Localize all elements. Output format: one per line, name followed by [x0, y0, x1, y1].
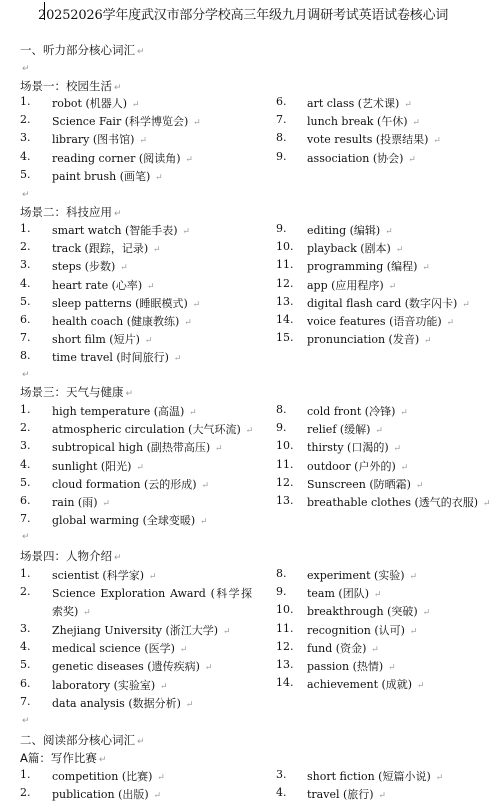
vocab-number: 4.: [20, 640, 31, 653]
paragraph-mark-icon: ↵: [385, 663, 396, 673]
part-heading: [20, 750, 106, 766]
document-title: [38, 4, 498, 23]
paragraph-mark-icon: ↵: [22, 716, 30, 726]
scene-heading: [20, 204, 122, 220]
vocab-term: heart rate (心率) ↵: [52, 279, 155, 292]
vocab-number: 5.: [20, 658, 31, 671]
paragraph-mark-icon: ↵: [412, 481, 424, 491]
section-heading-reading: [20, 732, 145, 748]
part-heading-text: A篇：写作比赛: [20, 751, 97, 765]
vocab-item: [0, 258, 500, 276]
vocab-number: 8.: [276, 131, 287, 144]
paragraph-mark-icon: ↵: [179, 227, 190, 237]
paragraph-mark-icon: ↵: [242, 426, 254, 436]
paragraph-mark-icon: ↵: [414, 681, 425, 691]
vocab-term: recognition (认可) ↵: [307, 624, 418, 637]
vocab-number: 13.: [276, 295, 294, 308]
vocab-number: 5.: [20, 295, 31, 308]
paragraph-mark-icon: ↵: [371, 590, 382, 600]
vocab-number: 9.: [276, 222, 287, 235]
vocab-number: 5.: [20, 476, 31, 489]
vocab-term: app (应用程序) ↵: [307, 279, 397, 292]
paragraph-mark-icon: ↵: [152, 173, 163, 183]
vocab-number: 4.: [276, 786, 287, 799]
vocab-number: 4.: [20, 150, 31, 163]
paragraph-mark-icon: ↵: [392, 245, 404, 255]
paragraph-mark-icon: ↵: [368, 645, 379, 655]
vocab-item: [0, 512, 500, 530]
paragraph-mark-icon: ↵: [150, 245, 161, 255]
paragraph-mark-icon: ↵: [114, 83, 122, 93]
vocab-term: passion (热情) ↵: [307, 660, 396, 673]
vocab-number: 11.: [276, 258, 294, 271]
vocab-term: rain (雨) ↵: [52, 496, 110, 509]
vocab-item: [0, 603, 500, 621]
vocab-term: digital flash card (数字闪卡) ↵: [307, 297, 470, 310]
vocab-number: 8.: [276, 403, 287, 416]
vocab-item: [0, 95, 500, 113]
paragraph-mark-icon: ↵: [220, 627, 231, 637]
vocab-item: [0, 168, 500, 186]
vocab-term: thirsty (口渴的) ↵: [307, 441, 402, 454]
paragraph-mark-icon: ↵: [201, 663, 213, 673]
vocab-term: reading corner (阅读角) ↵: [52, 152, 193, 165]
vocab-item: [0, 676, 500, 694]
paragraph-mark-icon: ↵: [406, 572, 417, 582]
paragraph-mark-icon: ↵: [480, 499, 491, 509]
vocab-number: 14.: [276, 313, 294, 326]
paragraph-mark-icon: ↵: [182, 700, 194, 710]
vocab-term: data analysis (数据分析) ↵: [52, 697, 194, 710]
paragraph-mark-icon: ↵: [80, 608, 91, 618]
paragraph-mark-icon: ↵: [186, 408, 197, 418]
vocab-term: subtropical high (副热带高压) ↵: [52, 441, 223, 454]
paragraph-mark-icon: ↵: [129, 100, 140, 110]
vocab-term: Science Fair (科学博览会) ↵: [52, 115, 201, 128]
vocab-number: 3.: [20, 622, 31, 635]
paragraph-mark-icon: ↵: [150, 791, 162, 801]
paragraph-mark-icon: ↵: [443, 318, 455, 328]
vocab-item: [0, 786, 500, 804]
vocab-term: association (协会) ↵: [307, 152, 416, 165]
vocab-term: voice features (语音功能) ↵: [307, 315, 455, 328]
vocab-term: robot (机器人) ↵: [52, 97, 140, 110]
vocab-term: publication (出版) ↵: [52, 788, 162, 801]
vocab-number: 2.: [20, 585, 31, 598]
paragraph-mark-icon: ↵: [22, 370, 30, 380]
paragraph-mark-icon: ↵: [198, 481, 209, 491]
vocab-term: Zhejiang University (浙江大学) ↵: [52, 624, 231, 637]
vocab-term: smart watch (智能手表) ↵: [52, 224, 190, 237]
paragraph-mark-icon: ↵: [382, 227, 393, 237]
vocab-term: global warming (全球变暖) ↵: [52, 514, 208, 527]
vocab-number: 6.: [20, 313, 31, 326]
paragraph-mark-icon: ↵: [372, 426, 383, 436]
paragraph-mark-icon: ↵: [22, 64, 30, 74]
section-heading-text: 二、阅读部分核心词汇: [20, 733, 135, 747]
scene-heading-text: 场景二：科技应用: [20, 205, 112, 219]
vocab-term: breathable clothes (透气的衣服) ↵: [307, 496, 491, 509]
paragraph-mark-icon: ↵: [182, 155, 193, 165]
paragraph-mark-icon: ↵: [137, 737, 145, 747]
vocab-number: 9.: [276, 150, 287, 163]
vocab-term: paint brush (画笔) ↵: [52, 170, 163, 183]
section-heading-text: 一、听力部分核心词汇: [20, 43, 135, 57]
vocab-number: 1.: [20, 222, 31, 235]
paragraph-mark-icon: ↵: [430, 136, 441, 146]
vocab-number: 1.: [20, 768, 31, 781]
vocab-number: 7.: [20, 331, 31, 344]
vocab-item: [0, 585, 500, 603]
vocab-number: 7.: [276, 113, 287, 126]
vocab-term: relief (缓解) ↵: [307, 423, 383, 436]
paragraph-mark-icon: ↵: [190, 118, 201, 128]
vocab-term: Science Exploration Award (科学探索奖) ↵: [52, 587, 252, 618]
vocab-number: 1.: [20, 567, 31, 580]
vocab-number: 4.: [20, 458, 31, 471]
vocab-number: 6.: [20, 677, 31, 690]
vocab-number: 5.: [20, 168, 31, 181]
vocab-item: [0, 439, 500, 457]
vocab-item: [0, 622, 500, 640]
vocab-item: [0, 658, 500, 676]
vocab-item: [0, 494, 500, 512]
vocab-term: short film (短片) ↵: [52, 333, 153, 346]
vocab-item: [0, 131, 500, 149]
vocab-number: 13.: [276, 658, 294, 671]
paragraph-mark-icon: ↵: [459, 300, 470, 310]
vocab-number: 2.: [20, 421, 31, 434]
scene-heading: [20, 384, 133, 400]
vocab-item: [0, 640, 500, 658]
vocab-number: 8.: [20, 349, 31, 362]
vocab-term: genetic diseases (遗传疾病) ↵: [52, 660, 213, 673]
vocab-term: breakthrough (突破) ↵: [307, 605, 431, 618]
vocab-item: [0, 295, 500, 313]
vocab-number: 2.: [20, 786, 31, 799]
vocab-term: team (团队) ↵: [307, 587, 382, 600]
scene-heading-text: 场景四：人物介绍: [20, 549, 112, 563]
paragraph-mark-icon: ↵: [405, 155, 416, 165]
scene-heading: [20, 78, 122, 94]
vocab-term: sleep patterns (睡眠模式) ↵: [52, 297, 201, 310]
paragraph-mark-icon: ↵: [419, 263, 430, 273]
paragraph-mark-icon: ↵: [157, 682, 168, 692]
blank-line: [20, 366, 30, 380]
vocab-number: 6.: [276, 95, 287, 108]
paragraph-mark-icon: ↵: [22, 532, 30, 542]
vocab-item: [0, 768, 500, 786]
vocab-term: sunlight (阳光) ↵: [52, 460, 144, 473]
paragraph-mark-icon: ↵: [136, 136, 147, 146]
vocab-number: 15.: [276, 331, 294, 344]
paragraph-mark-icon: ↵: [181, 318, 192, 328]
vocab-number: 12.: [276, 640, 294, 653]
vocab-item: [0, 476, 500, 494]
vocab-term: art class (艺术课) ↵: [307, 97, 412, 110]
vocab-number: 1.: [20, 403, 31, 416]
paragraph-mark-icon: ↵: [117, 263, 128, 273]
paragraph-mark-icon: ↵: [197, 517, 208, 527]
vocab-term: travel (旅行) ↵: [307, 788, 386, 801]
vocab-term: lunch break (午休) ↵: [307, 115, 420, 128]
paragraph-mark-icon: ↵: [401, 100, 412, 110]
paragraph-mark-icon: ↵: [390, 444, 402, 454]
paragraph-mark-icon: ↵: [432, 773, 444, 783]
vocab-number: 7.: [20, 512, 31, 525]
vocab-number: 12.: [276, 277, 294, 290]
vocab-number: 11.: [276, 622, 294, 635]
blank-line: [20, 712, 30, 726]
vocab-number: 13.: [276, 494, 294, 507]
paragraph-mark-icon: ↵: [397, 408, 408, 418]
scene-heading-text: 场景一：校园生活: [20, 79, 112, 93]
vocab-number: 11.: [276, 458, 294, 471]
vocab-term: time travel (时间旅行) ↵: [52, 351, 182, 364]
vocab-term: track (跟踪，记录) ↵: [52, 242, 161, 255]
vocab-item: [0, 313, 500, 331]
paragraph-mark-icon: ↵: [385, 282, 397, 292]
vocab-number: 6.: [20, 494, 31, 507]
vocab-item: [0, 113, 500, 131]
vocab-term: experiment (实验) ↵: [307, 569, 417, 582]
paragraph-mark-icon: ↵: [176, 645, 188, 655]
vocab-term: scientist (科学家) ↵: [52, 569, 157, 582]
vocab-term: library (图书馆) ↵: [52, 133, 147, 146]
paragraph-mark-icon: ↵: [114, 209, 122, 219]
vocab-item: [0, 150, 500, 168]
vocab-number: 2.: [20, 113, 31, 126]
vocab-number: 3.: [276, 768, 287, 781]
paragraph-mark-icon: ↵: [99, 499, 110, 509]
paragraph-mark-icon: ↵: [133, 463, 144, 473]
paragraph-mark-icon: ↵: [141, 336, 153, 346]
paragraph-mark-icon: ↵: [114, 553, 122, 563]
paragraph-mark-icon: ↵: [137, 47, 145, 57]
blank-line: [20, 60, 30, 74]
vocab-number: 8.: [276, 567, 287, 580]
paragraph-mark-icon: ↵: [212, 444, 223, 454]
paragraph-mark-icon: ↵: [22, 190, 30, 200]
blank-line: [20, 528, 30, 542]
paragraph-mark-icon: ↵: [170, 354, 182, 364]
vocab-term: achievement (成就) ↵: [307, 678, 425, 691]
vocab-number: 3.: [20, 439, 31, 452]
vocab-item: [0, 222, 500, 240]
vocab-item: [0, 349, 500, 367]
vocab-term: programming (编程) ↵: [307, 260, 430, 273]
vocab-term: playback (剧本) ↵: [307, 242, 404, 255]
vocab-item: [0, 277, 500, 295]
paragraph-mark-icon: ↵: [409, 118, 420, 128]
paragraph-mark-icon: ↵: [375, 791, 386, 801]
paragraph-mark-icon: ↵: [125, 389, 134, 399]
blank-line: [20, 186, 30, 200]
vocab-item: [0, 421, 500, 439]
section-heading-listening: [20, 42, 145, 58]
vocab-term: fund (资金) ↵: [307, 642, 379, 655]
vocab-term: pronunciation (发音) ↵: [307, 333, 432, 346]
paragraph-mark-icon: ↵: [144, 282, 155, 292]
scene-heading: [20, 548, 122, 564]
paragraph-mark-icon: ↵: [98, 755, 107, 765]
paragraph-mark-icon: ↵: [146, 572, 157, 582]
vocab-term: Sunscreen (防晒霜) ↵: [307, 478, 424, 491]
vocab-item: [0, 567, 500, 585]
vocab-term: high temperature (高温) ↵: [52, 405, 197, 418]
vocab-number: 10.: [276, 240, 294, 253]
paragraph-mark-icon: ↵: [421, 336, 432, 346]
vocab-number: 1.: [20, 95, 31, 108]
vocab-number: 7.: [20, 695, 31, 708]
scene-heading-text: 场景三：天气与健康: [20, 385, 124, 399]
vocab-term: editing (编辑) ↵: [307, 224, 393, 237]
vocab-item: [0, 403, 500, 421]
paragraph-mark-icon: ↵: [154, 773, 165, 783]
vocab-item: [0, 240, 500, 258]
vocab-number: 9.: [276, 421, 287, 434]
vocab-number: 9.: [276, 585, 287, 598]
vocab-number: 3.: [20, 258, 31, 271]
vocab-term: steps (步数) ↵: [52, 260, 128, 273]
vocab-number: 14.: [276, 676, 294, 689]
title-text: 20252026学年度武汉市部分学校高三年级九月调研考试英语试卷核心词: [38, 8, 449, 23]
vocab-term: short fiction (短篇小说) ↵: [307, 770, 444, 783]
vocab-item: [0, 458, 500, 476]
vocab-term: vote results (投票结果) ↵: [307, 133, 441, 146]
vocab-term: cloud formation (云的形成) ↵: [52, 478, 209, 491]
vocab-number: 12.: [276, 476, 294, 489]
vocab-number: 2.: [20, 240, 31, 253]
vocab-term: medical science (医学) ↵: [52, 642, 188, 655]
vocab-number: 10.: [276, 439, 294, 452]
vocab-term: laboratory (实验室) ↵: [52, 679, 168, 692]
paragraph-mark-icon: ↵: [419, 608, 431, 618]
paragraph-mark-icon: ↵: [406, 627, 418, 637]
vocab-item: [0, 331, 500, 349]
vocab-number: 3.: [20, 131, 31, 144]
vocab-term: atmospheric circulation (大气环流) ↵: [52, 423, 254, 436]
vocab-number: 10.: [276, 603, 294, 616]
vocab-item: [0, 695, 500, 713]
paragraph-mark-icon: ↵: [397, 463, 409, 473]
vocab-term: outdoor (户外的) ↵: [307, 460, 409, 473]
paragraph-mark-icon: ↵: [189, 300, 201, 310]
vocab-term: competition (比赛) ↵: [52, 770, 165, 783]
vocab-term: health coach (健康教练) ↵: [52, 315, 192, 328]
vocab-number: 4.: [20, 277, 31, 290]
vocab-term: cold front (冷锋) ↵: [307, 405, 408, 418]
